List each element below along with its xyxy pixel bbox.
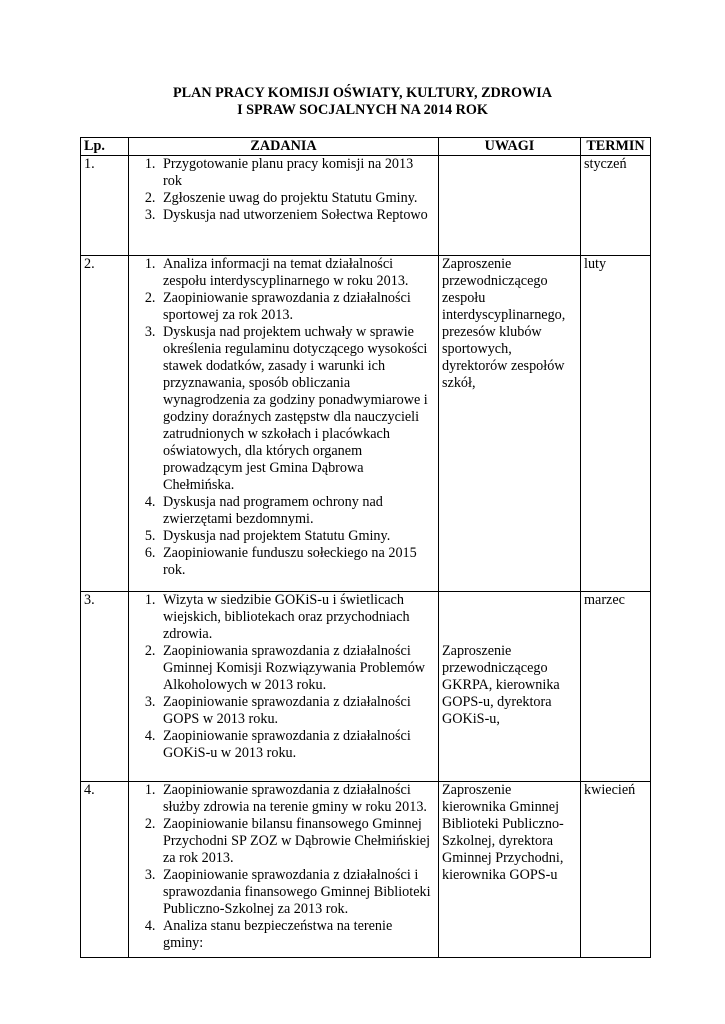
row-uwagi: Zaproszenie kierownika Gminnej Biblioteki Publiczno-Szkolnej, dyrektora Gminnej Przychodni, kierownika GOPS-u [439, 782, 581, 958]
row-tasks [129, 592, 439, 782]
list-item: 2. Zaopiniowania sprawozdania z działalności Gminnej Komisji Rozwiązywania Problemów Alkoholowych w 2013 roku. [159, 643, 435, 694]
row-termin: kwiecień [581, 782, 651, 958]
list-item: 1. Wizyta w siedzibie GOKiS-u i świetlicach wiejskich, bibliotekach oraz przychodniach zdrowia. [159, 592, 435, 643]
row-lp: 3. [81, 592, 129, 782]
list-item: 3. Zaopiniowanie sprawozdania z działalności i sprawozdania finansowego Gminnej Biblioteki Publiczno-Szkolnej za 2013 rok. [159, 867, 435, 918]
plan-table [80, 137, 651, 958]
row-lp: 2. [81, 256, 129, 592]
header-row [81, 138, 651, 156]
task-list [132, 156, 435, 224]
title-line-1: PLAN PRACY KOMISJI OŚWIATY, KULTURY, ZDROWIA [172, 85, 553, 101]
list-item: 3. Dyskusja nad projektem uchwały w sprawie określenia regulaminu dotyczącego wysokości stawek dodatków, zasady i warunki ich przyznawania, sposób obliczania wynagrodzenia za godziny ponadwymiarowe i godziny doraźnych zastępstw dla nauczycieli zatrudnionych w szkołach i placówkach oświatowych, dla których organem prowadzącym jest Gmina Dąbrowa Chełmińska. [159, 324, 435, 494]
header-termin: TERMIN [581, 138, 651, 156]
list-item: 2. Zaopiniowanie sprawozdania z działalności sportowej za rok 2013. [159, 290, 435, 324]
row-tasks [129, 156, 439, 256]
header-lp: Lp. [81, 138, 129, 156]
list-item: 4. Dyskusja nad programem ochrony nad zwierzętami bezdomnymi. [159, 494, 435, 528]
task-list [132, 256, 435, 579]
row-lp: 1. [81, 156, 129, 256]
list-item: 5. Dyskusja nad projektem Statutu Gminy. [159, 528, 435, 545]
list-item: 1. Zaopiniowanie sprawozdania z działalności służby zdrowia na terenie gminy w roku 2013. [159, 782, 435, 816]
row-uwagi: Zaproszenie przewodniczącego zespołu interdyscyplinarnego, prezesów klubów sportowych, dyrektorów zespołów szkół, [439, 256, 581, 592]
header-zadania: ZADANIA [129, 138, 439, 156]
list-item: 1. Analiza informacji na temat działalności zespołu interdyscyplinarnego w roku 2013. [159, 256, 435, 290]
row-lp: 4. [81, 782, 129, 958]
row-termin: luty [581, 256, 651, 592]
header-uwagi: UWAGI [439, 138, 581, 156]
list-item: 4. Analiza stanu bezpieczeństwa na terenie gminy: [159, 918, 435, 952]
row-uwagi [439, 156, 581, 256]
table-row [81, 256, 651, 592]
list-item: 2. Zgłoszenie uwag do projektu Statutu Gminy. [159, 190, 435, 207]
row-termin: styczeń [581, 156, 651, 256]
document-title [0, 85, 725, 119]
task-list [132, 592, 435, 762]
table-row [81, 782, 651, 958]
list-item: 3. Dyskusja nad utworzeniem Sołectwa Reptowo [159, 207, 435, 224]
table-row [81, 156, 651, 256]
task-list [132, 782, 435, 952]
row-termin: marzec [581, 592, 651, 782]
row-tasks [129, 256, 439, 592]
list-item: 3. Zaopiniowanie sprawozdania z działalności GOPS w 2013 roku. [159, 694, 435, 728]
list-item: 2. Zaopiniowanie bilansu finansowego Gminnej Przychodni SP ZOZ w Dąbrowie Chełmińskiej za rok 2013. [159, 816, 435, 867]
title-line-2: I SPRAW SOCJALNYCH NA 2014 ROK [237, 102, 488, 118]
row-tasks [129, 782, 439, 958]
row-uwagi: Zaproszenie przewodniczącego GKRPA, kierownika GOPS-u, dyrektora GOKiS-u, [439, 592, 581, 782]
list-item: 6. Zaopiniowanie funduszu sołeckiego na 2015 rok. [159, 545, 435, 579]
list-item: 4. Zaopiniowanie sprawozdania z działalności GOKiS-u w 2013 roku. [159, 728, 435, 762]
list-item: 1. Przygotowanie planu pracy komisji na 2013 rok [159, 156, 435, 190]
table-row [81, 592, 651, 782]
